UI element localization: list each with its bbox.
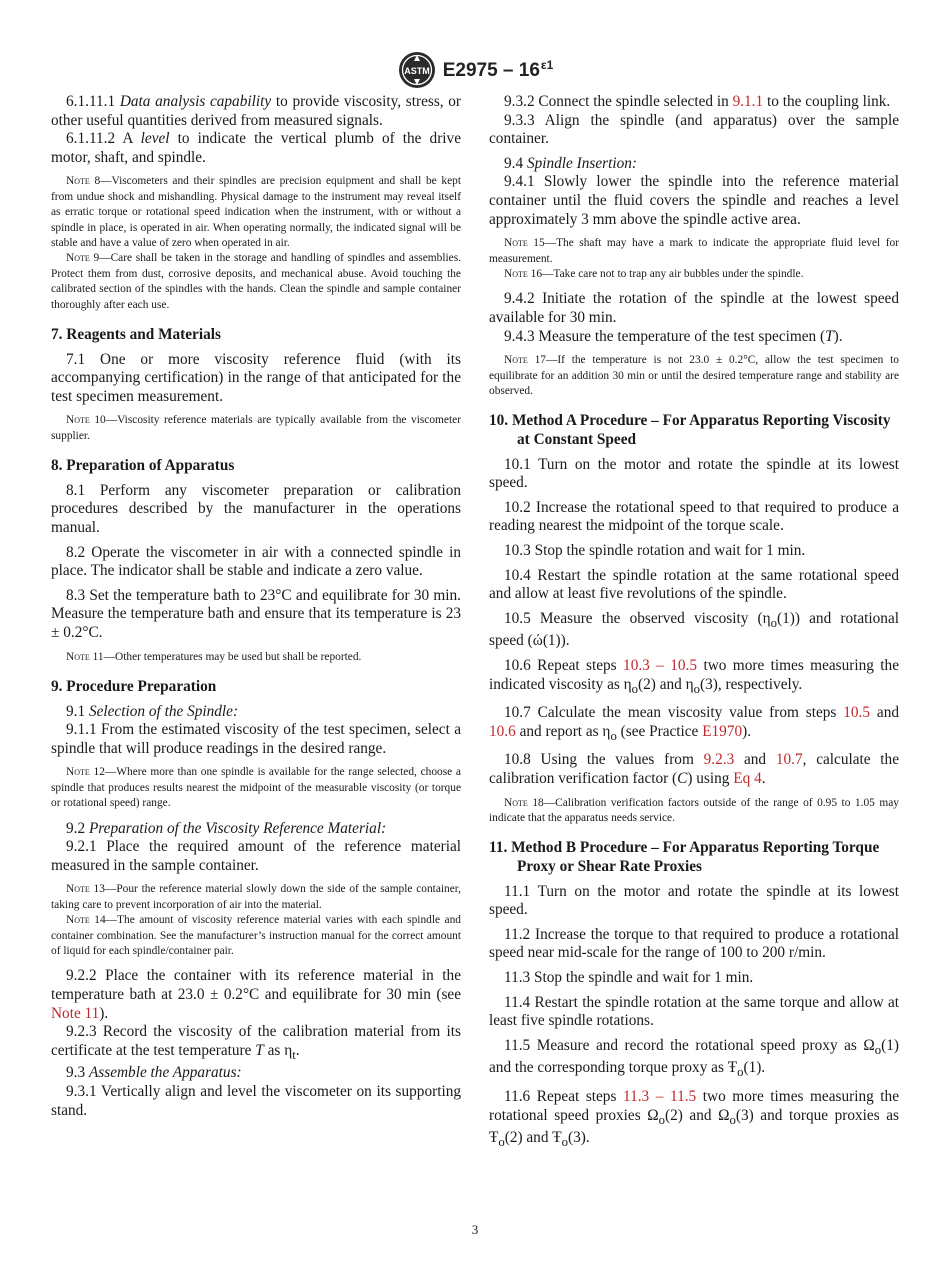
section-9-heading: 9. Procedure Preparation: [51, 677, 217, 695]
note-11: Note 11—Other temperatures may be used but shall be reported.: [66, 650, 362, 663]
section-11-heading: 11. Method B Procedure – For Apparatus Reporting Torque Proxy or Shear Rate Proxies: [489, 839, 880, 876]
paragraph-9-3-1: 9.3.1 Vertically align and level the viscometer on its supporting stand.: [51, 1082, 461, 1119]
paragraph-8-3: 8.3 Set the temperature bath to 23°C and equilibrate for 30 min. Measure the temperature bath and ensure that its temperature is 23 ± 0.2°C.: [51, 586, 461, 641]
paragraph-6-1-11-2: 6.1.11.2 A level to indicate the vertical plumb of the drive motor, shaft, and spindle.: [51, 130, 461, 166]
paragraph-9-4: 9.4 Spindle Insertion:: [504, 154, 637, 172]
paragraph-9-3-2: 9.3.2 Connect the spindle selected in 9.1.1 to the coupling link.: [504, 93, 891, 110]
link-10-6[interactable]: 10.6: [489, 722, 516, 740]
paragraph-9-3-3: 9.3.3 Align the spindle (and apparatus) over the sample container.: [489, 111, 899, 148]
link-9-2-3[interactable]: 9.2.3: [703, 751, 735, 769]
link-9-1-1[interactable]: 9.1.1: [732, 93, 764, 110]
section-10-heading: 10. Method A Procedure – For Apparatus Reporting Viscosity at Constant Speed: [489, 412, 891, 448]
paragraph-9-4-2: 9.4.2 Initiate the rotation of the spindle at the lowest speed available for 30 min.: [489, 290, 899, 326]
paragraph-8-2: 8.2 Operate the viscometer in air with a connected spindle in place. The indicator shall be stable and indicate a zero value.: [51, 543, 461, 580]
section-8-heading: 8. Preparation of Apparatus: [51, 457, 235, 475]
note-14: Note 14—The amount of viscosity reference material varies with each spindle and container combination. See the manufacturer’s instruction manual for the correct amount of liquid for each spindle/container pair.: [51, 914, 461, 957]
paragraph-9-4-1: 9.4.1 Slowly lower the spindle into the reference material container until the fluid covers the spindle and reaches a level approximately 3 mm above the spindle active area.: [489, 173, 899, 228]
note-17: Note 17—If the temperature is not 23.0 ± 0.2°C, allow the test specimen to equilibrate for an addition 30 min or until the desired temperature range and stability are observed.: [489, 354, 899, 397]
paragraph-9-2-1: 9.2.1 Place the required amount of the reference material measured in the sample container.: [51, 838, 461, 874]
page-header: [0, 50, 950, 90]
paragraph-11-6: 11.6 Repeat steps 11.3 – 11.5 two more times measuring the rotational speed proxies $\Omega_o(2)$ and $\Omega_o(3)$ and torque proxies as $Ŧ_o(2)$ and $Ŧ_o(3)$.: [489, 1088, 899, 1150]
note-10: Note 10—Viscosity reference materials are typically available from the viscometer supplier.: [51, 414, 461, 442]
paragraph-10-8: 10.8 Using the values from 9.2.3 and 10.7, calculate the calibration verification factor (C) using Eq 4.: [489, 751, 899, 788]
paragraph-9-1-1: 9.1.1 From the estimated viscosity of the test specimen, select a spindle that will produce readings in the desired range.: [51, 721, 461, 757]
paragraph-10-2: 10.2 Increase the rotational speed to that required to produce a reading nearest the midpoint of the torque scale.: [489, 498, 899, 535]
note-8: Note 8—Viscometers and their spindles are precision equipment and shall be kept from undue shock and mishandling. Physical damage to the instrument may reveal itself as erratic torque or rotational speed indication when the instrument, with or without a spindle in place, is operated in air. When operating normally, the indicated signal will be stable and have a value of zero when operated in air.: [51, 175, 461, 249]
paragraph-10-1: 10.1 Turn on the motor and rotate the spindle at its lowest speed.: [489, 455, 899, 492]
svg-text:ASTM: ASTM: [403, 66, 430, 76]
paragraph-11-4: 11.4 Restart the spindle rotation at the same torque and allow at least five spindle rotations.: [489, 993, 899, 1030]
note-15: Note 15—The shaft may have a mark to indicate the appropriate fluid level for measurement.: [489, 237, 899, 265]
paragraph-10-7: 10.7 Calculate the mean viscosity value from steps 10.5 and 10.6 and report as $\eta_o$ (see Practice E1970).: [489, 704, 900, 743]
paragraph-9-2: 9.2 Preparation of the Viscosity Reference Material:: [66, 819, 387, 837]
note-18: Note 18—Calibration verification factors outside of the range of 0.95 to 1.05 may indicate that the apparatus needs service.: [489, 796, 899, 825]
link-eq-4[interactable]: Eq 4: [733, 770, 762, 788]
paragraph-11-3: 11.3 Stop the spindle and wait for 1 min.: [504, 968, 754, 986]
paragraph-9-4-3: 9.4.3 Measure the temperature of the test specimen (T).: [504, 327, 843, 345]
paragraph-10-4: 10.4 Restart the spindle rotation at the same rotational speed and allow at least five revolutions of the spindle.: [489, 566, 899, 603]
left-column: [51, 93, 461, 1120]
link-10-7[interactable]: 10.7: [775, 751, 803, 769]
note-11-link[interactable]: Note 11: [51, 1004, 100, 1022]
paragraph-9-2-3: 9.2.3 Record the viscosity of the calibration material from its certificate at the test temperature T as $\eta_t$.: [51, 1023, 461, 1062]
paragraph-10-5: 10.5 Measure the observed viscosity $(\eta_o(1))$ and rotational speed (ώ(1)).: [489, 609, 899, 650]
link-10-3-10-5[interactable]: 10.3 – 10.5: [623, 656, 698, 674]
paragraph-9-2-2: 9.2.2 Place the container with its reference material in the temperature bath at 23.0 ± 0.2°C and equilibrate for 30 min (see Note 11).: [51, 967, 461, 1022]
note-16: Note 16—Take care not to trap any air bubbles under the spindle.: [504, 267, 804, 280]
note-13: Note 13—Pour the reference material slowly down the side of the sample container, taking care to prevent incorporation of air into the material.: [51, 883, 461, 911]
link-e1970[interactable]: E1970: [702, 722, 743, 740]
paragraph-10-3: 10.3 Stop the spindle rotation and wait for 1 min.: [504, 541, 806, 559]
link-11-3-11-5[interactable]: 11.3 – 11.5: [623, 1088, 697, 1106]
paragraph-11-2: 11.2 Increase the torque to that required to produce a rotational speed near mid-scale for the range of 100 to 200 r/min.: [489, 925, 899, 962]
document-designation: $E2975 - 16^{\varepsilon 1}$: [442, 58, 554, 81]
astm-logo-icon: [397, 50, 437, 90]
right-column: [489, 93, 899, 1152]
paragraph-11-5: 11.5 Measure and record the rotational speed proxy as $\Omega_o(1)$ and the corresponding torque proxy as $Ŧ_o(1)$.: [489, 1036, 899, 1080]
paragraph-10-6: 10.6 Repeat steps 10.3 – 10.5 two more times measuring the indicated viscosity as $\eta_o(2)$ and $\eta_o(3)$, respectively.: [489, 656, 899, 696]
page-number: 3: [471, 1222, 479, 1237]
paragraph-9-3: 9.3 Assemble the Apparatus:: [66, 1064, 242, 1082]
paragraph-7-1: 7.1 One or more viscosity reference fluid (with its accompanying certification) in the range of that anticipated for the test specimen measurement.: [51, 350, 461, 405]
paragraph-11-1: 11.1 Turn on the motor and rotate the spindle at its lowest speed.: [489, 882, 899, 919]
link-10-5[interactable]: 10.5: [843, 704, 871, 722]
section-7-heading: 7. Reagents and Materials: [51, 326, 221, 344]
paragraph-9-1: 9.1 Selection of the Spindle:: [66, 702, 239, 720]
note-12: Note 12—Where more than one spindle is available for the range selected, choose a spindle that produces results nearest the midpoint of the measurable viscosity (or torque or rotational speed) range.: [51, 766, 461, 810]
paragraph-6-1-11-1: 6.1.11.1 Data analysis capability to provide viscosity, stress, or other useful quantities derived from measured signals.: [51, 93, 462, 129]
paragraph-8-1: 8.1 Perform any viscometer preparation or calibration procedures described by the manufacturer in the operations manual.: [51, 481, 461, 536]
note-9: Note 9—Care shall be taken in the storage and handling of spindles and assemblies. Protect them from dust, corrosive deposits, and mechanical abuse. Avoid touching the calibrated section of the spindles with the hands. Clean the spindle and sample container thoroughly after each use.: [51, 252, 461, 311]
